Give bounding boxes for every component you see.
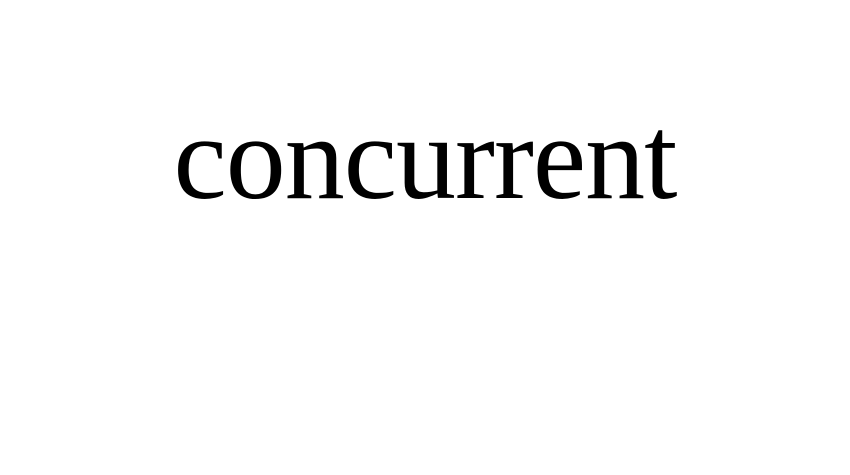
word-text: concurrent bbox=[173, 91, 677, 224]
